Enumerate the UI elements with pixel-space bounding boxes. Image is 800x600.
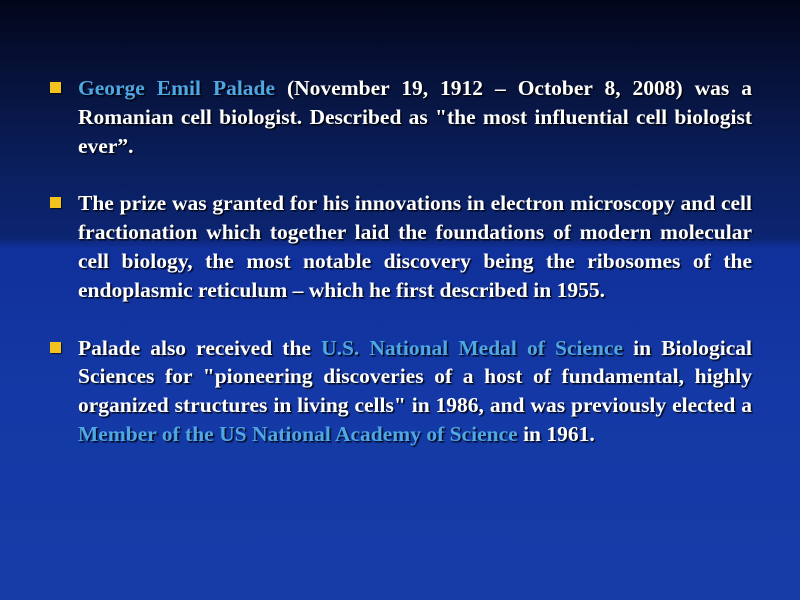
bullet-item-prize xyxy=(48,189,752,304)
bullet-text: in Biological Sciences for "pioneering discoveries of a host of fundamental, highly organized structures in living cells" in 1986, and was previously elected a xyxy=(78,335,752,418)
square-bullet-icon xyxy=(50,82,61,93)
george-emil-palade-link[interactable]: George Emil Palade xyxy=(78,76,276,100)
square-bullet-icon xyxy=(50,342,61,353)
national-academy-of-science-link[interactable]: Member of the US National Academy of Science xyxy=(78,421,518,446)
bullet-text: The prize was granted for his innovations in electron microscopy and cell fractionation which together laid the foundations of modern molecular cell biology, the most notable discovery being the ribosomes of the endoplasmic reticulum – which he first described in 1955. xyxy=(78,191,752,302)
bullet-list xyxy=(48,74,752,478)
square-bullet-icon xyxy=(50,197,61,208)
bullet-item-awards xyxy=(48,334,752,449)
bullet-text: Palade also received the xyxy=(78,335,322,360)
bullet-item-palade-bio xyxy=(48,74,752,160)
national-medal-of-science-link[interactable]: U.S. National Medal of Science xyxy=(321,335,624,360)
bullet-text: in 1961. xyxy=(517,421,595,446)
bullet-text: (November 19, 1912 – October 8, 2008) was a Romanian cell biologist. Described as "the most influential cell biologist ever”. xyxy=(78,76,752,158)
